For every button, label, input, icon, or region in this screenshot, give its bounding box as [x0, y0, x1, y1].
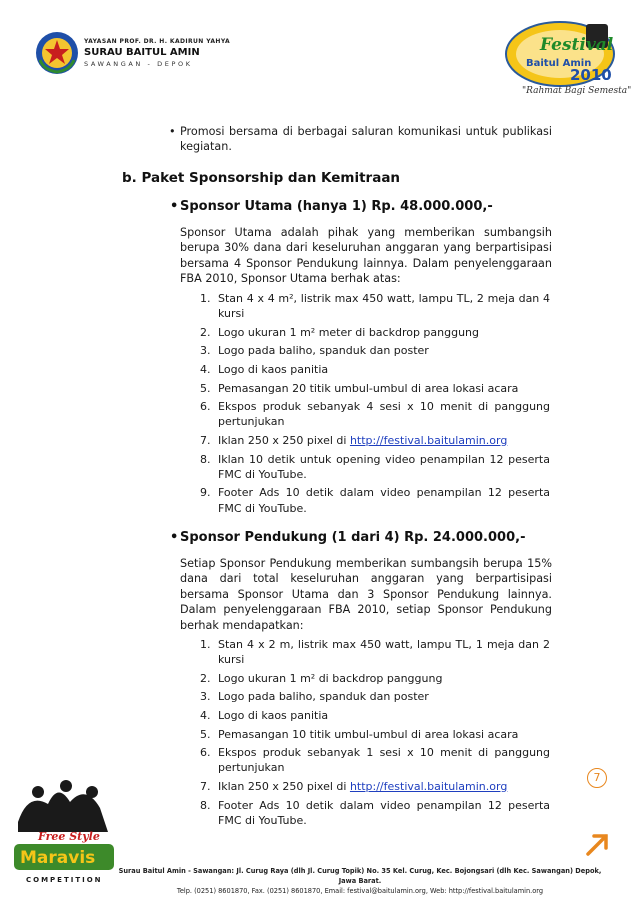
sponsor-utama-benefits-list [200, 291, 550, 519]
list-item-number: 1. [200, 638, 211, 651]
pendukung-item [200, 727, 550, 742]
sponsor-pendukung-description: Setiap Sponsor Pendukung memberikan sumbangsih berupa 15% dana dari total keseluruhan anggaran yang berpartisipasi bersama Sponsor Utama dan 3 Sponsor Pendukung lainnya. Dalam penyelenggaraan FBA 2010, setiap Sponsor Pendukung berhak mendapatkan: [180, 557, 552, 632]
section-b-title: b. Paket Sponsorship dan Kemitraan [122, 170, 401, 186]
utama-item [200, 485, 550, 515]
list-item-text: Stan 4 x 2 m, listrik max 450 watt, lampu TL, 1 meja dan 2 kursi [218, 638, 550, 667]
list-item-number: 3. [200, 690, 211, 704]
footer-logo-line1: Free Style [38, 830, 100, 843]
list-item-number: 5. [200, 381, 211, 395]
list-item-number: 9. [200, 486, 211, 500]
utama-item [200, 362, 550, 377]
list-item-text: Pemasangan 10 titik umbul-umbul di area lokasi acara [218, 727, 519, 741]
next-page-arrow-icon [584, 832, 610, 858]
list-item-text: Stan 4 x 4 m², listrik max 450 watt, lampu TL, 2 meja dan 4 kursi [218, 292, 550, 321]
sponsor-utama-heading: • Sponsor Utama (hanya 1) Rp. 48.000.000,- [180, 199, 493, 214]
list-item-number: 3. [200, 344, 211, 358]
list-item-number: 2. [200, 671, 211, 685]
footer-address [110, 866, 610, 896]
website-link[interactable]: http://festival.baitulamin.org [349, 779, 508, 793]
festival-badge-graphic [500, 16, 618, 88]
list-item-number: 8. [200, 798, 211, 812]
list-item-text: Iklan 250 x 250 pixel di [218, 779, 350, 793]
list-item-number: 7. [200, 779, 211, 793]
utama-item [200, 452, 550, 482]
pendukung-item [200, 671, 550, 686]
list-item-text: Ekspos produk sebanyak 1 sesi x 10 menit di panggung pertunjukan [218, 746, 550, 775]
list-item-number: 2. [200, 325, 211, 339]
list-item-number: 6. [200, 746, 211, 760]
festival-year: 2010 [570, 66, 612, 84]
list-item-text: Logo pada baliho, spanduk dan poster [218, 344, 429, 358]
utama-item [200, 433, 550, 448]
list-item-text: Footer Ads 10 detik dalam video penampilan 12 peserta FMC di YouTube. [218, 798, 550, 827]
org-foundation-name: YAYASAN PROF. DR. H. KADIRUN YAHYA [84, 38, 231, 45]
list-item-number: 7. [200, 433, 211, 447]
footer-logo-line3: COMPETITION [26, 876, 103, 884]
intro-bullet-text: • Promosi bersama di berbagai saluran komunikasi untuk publikasi kegiatan. [180, 124, 552, 155]
list-item-text: Logo di kaos panitia [218, 708, 329, 722]
list-item-text: Logo pada baliho, spanduk dan poster [218, 690, 429, 704]
list-item-text: Ekspos produk sebanyak 4 sesi x 10 menit di panggung pertunjukan [218, 400, 550, 429]
pendukung-item [200, 689, 550, 704]
festival-title: Festival [540, 35, 614, 55]
utama-item [200, 325, 550, 340]
list-item-number: 6. [200, 400, 211, 414]
pendukung-item [200, 798, 550, 828]
org-location: SAWANGAN - DEPOK [84, 60, 193, 68]
pendukung-item [200, 708, 550, 723]
sponsor-utama-description: Sponsor Utama adalah pihak yang memberikan sumbangsih berupa 30% dana dari keseluruhan anggaran yang berpartisipasi bersama 4 Sponsor Pendukung lainnya. Dalam penyelenggaraan FBA 2010, Sponsor Utama berhak atas: [180, 226, 552, 286]
list-item-number: 5. [200, 727, 211, 741]
festival-logo [500, 16, 632, 108]
header-organization [84, 38, 230, 68]
list-item-number: 4. [200, 362, 211, 376]
page-number: 7 [587, 768, 607, 788]
list-item-text: Logo ukuran 1 m² meter di backdrop panggung [218, 325, 480, 339]
list-item-text: Pemasangan 20 titik umbul-umbul di area lokasi acara [218, 381, 519, 395]
yayasan-emblem-logo [34, 30, 80, 76]
list-item-text: Footer Ads 10 detik dalam video penampilan 12 peserta FMC di YouTube. [218, 486, 550, 515]
footer-address-line1: Surau Baitul Amin - Sawangan: Jl. Curug Raya (dlh Jl. Curug Topik) No. 35 Kel. Curug, Kec. Bojongsari (dlh Kec. Sawangan) Depok, Jawa Barat. [118, 867, 602, 885]
utama-item [200, 399, 550, 429]
list-item-text: Logo di kaos panitia [218, 362, 329, 376]
festival-tagline: "Rahmat Bagi Semesta" [522, 86, 632, 96]
footer-logo-line2: Maravis [20, 848, 96, 868]
pendukung-item [200, 779, 550, 794]
sponsor-pendukung-benefits-list [200, 637, 550, 831]
list-item-number: 8. [200, 452, 211, 466]
org-name: SURAU BAITUL AMIN [84, 47, 200, 58]
list-item-text: Iklan 10 detik untuk opening video penampilan 12 peserta FMC di YouTube. [218, 452, 550, 481]
utama-item [200, 381, 550, 396]
sponsor-pendukung-heading: • Sponsor Pendukung (1 dari 4) Rp. 24.000.000,- [180, 530, 525, 545]
list-item-text: Logo ukuran 1 m² di backdrop panggung [218, 671, 443, 685]
utama-item [200, 343, 550, 358]
footer-contact-line2: Telp. (0251) 8601870, Fax. (0251) 8601870, Email: festival@baitulamin.org, Web: http://festival.baitulamin.org [176, 887, 544, 895]
pendukung-item [200, 637, 550, 667]
freestyle-maravis-competition-logo [8, 762, 120, 898]
list-item-text: Iklan 250 x 250 pixel di [218, 433, 350, 447]
utama-item [200, 291, 550, 321]
pendukung-item [200, 745, 550, 775]
list-item-number: 4. [200, 708, 211, 722]
list-item-number: 1. [200, 292, 211, 305]
festival-subtitle: Baitul Amin [526, 58, 592, 69]
website-link[interactable]: http://festival.baitulamin.org [349, 433, 508, 447]
